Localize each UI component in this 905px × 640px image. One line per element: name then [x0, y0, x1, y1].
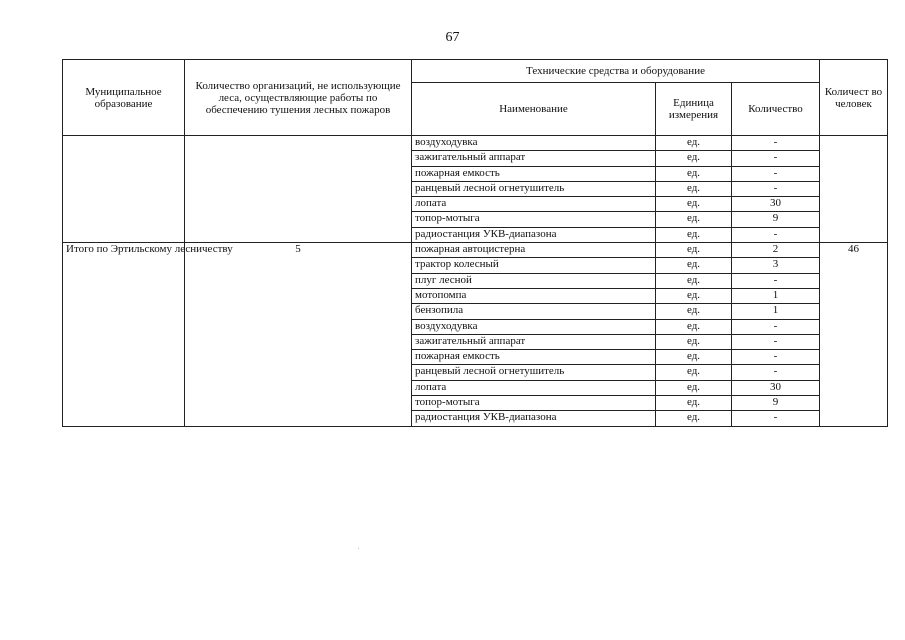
equipment-name-cell: ранцевый лесной огнетушитель — [412, 181, 656, 196]
quantity-cell: - — [732, 334, 820, 349]
unit-cell: ед. — [656, 212, 732, 227]
quantity-cell: 3 — [732, 258, 820, 273]
header-quantity: Количество — [732, 83, 820, 136]
header-equipment-group: Технические средства и оборудование — [412, 60, 820, 83]
unit-cell: ед. — [656, 136, 732, 151]
unit-cell: ед. — [656, 334, 732, 349]
quantity-cell: - — [732, 365, 820, 380]
equipment-name-cell: бензопила — [412, 304, 656, 319]
unit-cell: ед. — [656, 411, 732, 426]
unit-cell: ед. — [656, 151, 732, 166]
equipment-name-cell: ранцевый лесной огнетушитель — [412, 365, 656, 380]
organizations-count-cell: 5 — [185, 243, 412, 427]
equipment-name-cell: топор-мотыга — [412, 212, 656, 227]
unit-cell: ед. — [656, 181, 732, 196]
quantity-cell: - — [732, 227, 820, 242]
unit-cell: ед. — [656, 304, 732, 319]
unit-cell: ед. — [656, 197, 732, 212]
header-people: Количест во человек — [820, 60, 888, 136]
quantity-cell: - — [732, 151, 820, 166]
header-unit: Единица измерения — [656, 83, 732, 136]
header-organizations: Количество организаций, не использующие леса, осуществляющие работы по обеспечению тушения лесных пожаров — [185, 60, 412, 136]
quantity-cell: - — [732, 350, 820, 365]
quantity-cell: - — [732, 136, 820, 151]
table-header — [63, 60, 888, 136]
quantity-cell: 1 — [732, 288, 820, 303]
equipment-name-cell: топор-мотыга — [412, 396, 656, 411]
quantity-cell: - — [732, 273, 820, 288]
quantity-cell: 9 — [732, 396, 820, 411]
people-count-cell — [820, 136, 888, 243]
unit-cell: ед. — [656, 258, 732, 273]
quantity-cell: - — [732, 319, 820, 334]
equipment-name-cell: радиостанция УКВ-диапазона — [412, 411, 656, 426]
equipment-name-cell: зажигательный аппарат — [412, 334, 656, 349]
unit-cell: ед. — [656, 273, 732, 288]
scan-speck — [358, 548, 359, 549]
unit-cell: ед. — [656, 166, 732, 181]
unit-cell: ед. — [656, 227, 732, 242]
equipment-name-cell: пожарная автоцистерна — [412, 243, 656, 258]
equipment-name-cell: лопата — [412, 380, 656, 395]
quantity-cell: - — [732, 411, 820, 426]
unit-cell: ед. — [656, 243, 732, 258]
equipment-name-cell: лопата — [412, 197, 656, 212]
people-count-cell: 46 — [820, 243, 888, 427]
unit-cell: ед. — [656, 380, 732, 395]
equipment-name-cell: воздуходувка — [412, 136, 656, 151]
quantity-cell: - — [732, 166, 820, 181]
equipment-name-cell: мотопомпа — [412, 288, 656, 303]
table-row — [63, 136, 888, 151]
unit-cell: ед. — [656, 350, 732, 365]
equipment-name-cell: радиостанция УКВ-диапазона — [412, 227, 656, 242]
header-municipality: Муниципальное образование — [63, 60, 185, 136]
equipment-table — [62, 59, 888, 427]
quantity-cell: 2 — [732, 243, 820, 258]
table-row — [63, 243, 888, 258]
municipality-cell — [63, 136, 185, 243]
quantity-cell: 30 — [732, 197, 820, 212]
quantity-cell: - — [732, 181, 820, 196]
header-name: Наименование — [412, 83, 656, 136]
quantity-cell: 30 — [732, 380, 820, 395]
municipality-cell: Итого по Эртильскому лесничеству — [63, 243, 185, 427]
equipment-name-cell: плуг лесной — [412, 273, 656, 288]
quantity-cell: 9 — [732, 212, 820, 227]
equipment-name-cell: воздуходувка — [412, 319, 656, 334]
equipment-name-cell: трактор колесный — [412, 258, 656, 273]
table-body — [63, 136, 888, 427]
unit-cell: ед. — [656, 288, 732, 303]
page-number: 67 — [445, 30, 460, 45]
equipment-name-cell: пожарная емкость — [412, 166, 656, 181]
unit-cell: ед. — [656, 319, 732, 334]
unit-cell: ед. — [656, 365, 732, 380]
organizations-count-cell — [185, 136, 412, 243]
equipment-name-cell: пожарная емкость — [412, 350, 656, 365]
quantity-cell: 1 — [732, 304, 820, 319]
equipment-name-cell: зажигательный аппарат — [412, 151, 656, 166]
unit-cell: ед. — [656, 396, 732, 411]
